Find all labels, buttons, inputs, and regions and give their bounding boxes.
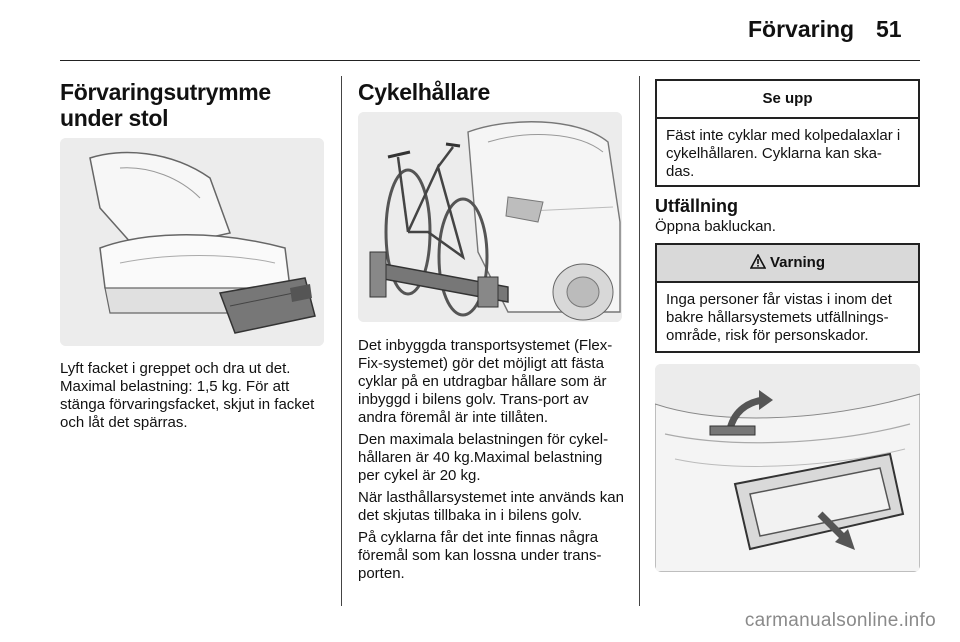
column-divider-right — [639, 76, 640, 606]
subheading-unfolding: Utfällning — [655, 196, 738, 216]
page-number: 51 — [876, 16, 902, 42]
rear-carrier-illustration — [655, 364, 920, 572]
bike-carrier-text — [358, 337, 626, 587]
warning-triangle-icon — [750, 247, 766, 283]
paragraph: När lasthållarsystemet inte används kan det skjutas tillbaka in i bilens golv. — [358, 489, 624, 524]
bike-carrier-illustration — [358, 112, 622, 322]
watermark: carmanualsonline.info — [744, 610, 936, 631]
warning-title: Varning — [769, 254, 825, 271]
warning-text: Inga personer får vistas i inom det bakre hållarsystemets utfällnings-område, risk för personskador. — [666, 291, 892, 344]
paragraph: Lyft facket i greppet och dra ut det. Maximal belastning: 1,5 kg. För att stänga förvaringsfacket, skjut in facket och låt det spärras. — [60, 360, 315, 431]
warning-header — [657, 245, 918, 283]
header-divider — [60, 60, 920, 61]
caution-box — [655, 79, 920, 187]
seat-storage-text — [60, 360, 328, 436]
paragraph: Det inbyggda transportsystemet (Flex-Fix-systemet) gör det möjligt att fästa cyklar på en utdragbar hållare som är inbyggd i bilens golv. Trans-port av andra föremål är inte tillåten. — [358, 337, 613, 426]
column-divider-left — [341, 76, 342, 606]
seat-storage-illustration — [60, 138, 324, 346]
paragraph: På cyklarna får det inte finnas några föremål som kan lossna under trans-porten. — [358, 529, 602, 582]
section-heading-bike-carrier: Cykelhållare — [358, 79, 490, 105]
caution-title: Se upp — [657, 81, 918, 119]
section-heading-seat-storage: Förvaringsutrymme under stol — [60, 79, 271, 131]
page-header-title: Förvaring — [748, 16, 855, 42]
warning-box — [655, 243, 920, 353]
paragraph: Den maximala belastningen för cykel-hållaren är 40 kg.Maximal belastning per cykel är 20 kg. — [358, 431, 609, 484]
intro-text: Öppna bakluckan. — [655, 218, 776, 235]
caution-text: Fäst inte cyklar med kolpedalaxlar i cykelhållaren. Cyklarna kan ska-das. — [666, 127, 901, 180]
